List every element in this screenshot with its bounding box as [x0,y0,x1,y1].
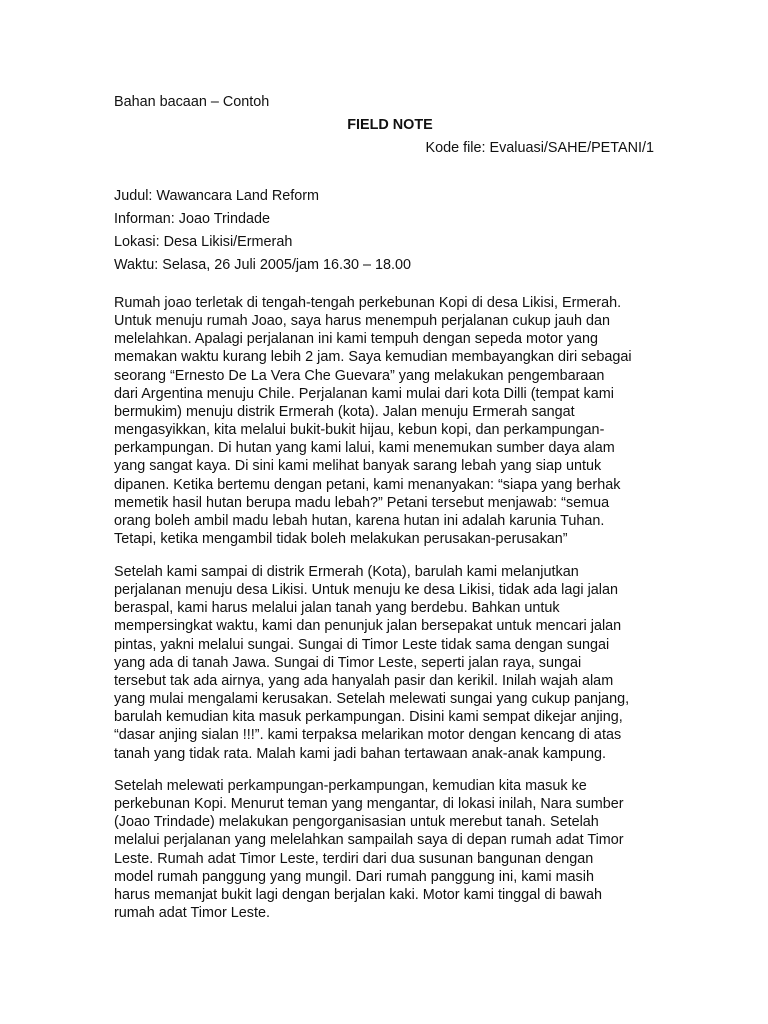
paragraph-line: tersebut tak ada airnya, yang ada hanyalah pasir dan kerikil. Inilah wajah alam [114,672,614,689]
paragraph-line: yang sangat kaya. Di sini kami melihat banyak sarang lebah yang siap untuk [114,458,602,475]
document-label: Bahan bacaan – Contoh [114,94,270,110]
paragraph-line: (Joao Trindade) melakukan pengorganisasian untuk merebut tanah. Setelah [114,814,599,831]
paragraph-line: barulah kemudian kita masuk perkampungan. Disini kami sempat dikejar anjing, [114,709,623,726]
paragraph-line: harus memanjat bukit lagi dengan berjalan kaki. Motor kami tinggal di bawah [114,886,602,903]
paragraph-line: beraspal, kami harus melalui jalan tanah yang berdebu. Bahkan untuk [114,600,560,617]
paragraph-line: mengasyikkan, kita melalui bukit-bukit hijau, kebun kopi, dan perkampungan- [114,422,605,439]
paragraph-line: memakan waktu kurang lebih 2 jam. Saya kemudian membayangkan diri sebagai [114,349,632,366]
paragraph-line: orang boleh ambil madu lebah hutan, karena hutan ini adalah karunia Tuhan. [114,512,605,529]
paragraph-line: tanah yang tidak rata. Malah kami jadi bahan tertawaan anak-anak kampung. [114,745,606,762]
paragraph-line: melalui perjalanan yang melelahkan sampailah saya di depan rumah adat Timor [114,832,624,849]
paragraph-line: Tetapi, ketika mengambil tidak boleh melakukan perusakan-perusakan” [114,531,568,548]
kode-file: Kode file: Evaluasi/SAHE/PETANI/1 [425,140,654,156]
paragraph-line: Setelah kami sampai di distrik Ermerah (Kota), barulah kami melanjutkan [114,564,579,580]
paragraph-line: dari Argentina menuju Chile. Perjalanan kami mulai dari kota Dilli (tempat kami [114,385,614,402]
paragraph-line: melelahkan. Apalagi perjalanan ini kami tempuh dengan sepeda motor yang [114,331,599,348]
paragraph-2 [114,563,659,763]
document-metadata [114,185,411,277]
meta-lokasi: Lokasi: Desa Likisi/Ermerah [114,234,293,250]
paragraph-line: “dasar anjing sialan !!!”. kami terpaksa melarikan motor dengan kencang di atas [114,727,622,744]
paragraph-line: Rumah joao terletak di tengah-tengah perkebunan Kopi di desa Likisi, Ermerah. [114,295,622,311]
paragraph-line: Leste. Rumah adat Timor Leste, terdiri dari dua susunan bangunan dengan [114,850,594,867]
document-title [0,116,768,134]
meta-waktu: Waktu: Selasa, 26 Juli 2005/jam 16.30 – 18.00 [114,257,412,273]
document-title-text: FIELD NOTE [347,117,433,133]
meta-informan: Informan: Joao Trindade [114,211,270,227]
paragraph-line: yang mulai mengalami kerusakan. Setelah melewati sungai yang cukup panjang, [114,691,630,708]
paragraph-line: rumah adat Timor Leste. [114,905,270,922]
paragraph-line: bermukim) menuju distrik Ermerah (kota). Jalan menuju Ermerah sangat [114,403,575,420]
paragraph-line: pintas, yakni melalui sungai. Sungai di Timor Leste tidak sama dengan sungai [114,636,610,653]
meta-judul: Judul: Wawancara Land Reform [114,188,320,204]
paragraph-1 [114,294,659,548]
paragraph-line: perjalanan menuju desa Likisi. Untuk menuju ke desa Likisi, tidak ada lagi jalan [114,582,618,599]
paragraph-line: model rumah panggung yang mungil. Dari rumah panggung ini, kami masih [114,868,594,885]
paragraph-line: Untuk menuju rumah Joao, saya harus menempuh perjalanan cukup jauh dan [114,313,610,330]
paragraph-line: seorang “Ernesto De La Vera Che Guevara” yang melakukan pengembaraan [114,367,605,384]
paragraph-line: Setelah melewati perkampungan-perkampungan, kemudian kita masuk ke [114,778,587,794]
paragraph-3 [114,777,659,922]
paragraph-line: perkebunan Kopi. Menurut teman yang mengantar, di lokasi inilah, Nara sumber [114,796,624,813]
paragraph-line: perkampungan. Di hutan yang kami lalui, kami menemukan sumber daya alam [114,440,615,457]
paragraph-line: memetik hasil hutan berupa madu lebah?” Petani tersebut menjawab: “semua [114,494,610,511]
paragraph-line: yang ada di tanah Jawa. Sungai di Timor Leste, seperti jalan raya, sungai [114,654,582,671]
paragraph-line: dipanen. Ketika bertemu dengan petani, kami menanyakan: “siapa yang berhak [114,476,621,493]
paragraph-line: mempersingkat waktu, kami dan penunjuk jalan bersepakat untuk mencari jalan [114,618,622,635]
